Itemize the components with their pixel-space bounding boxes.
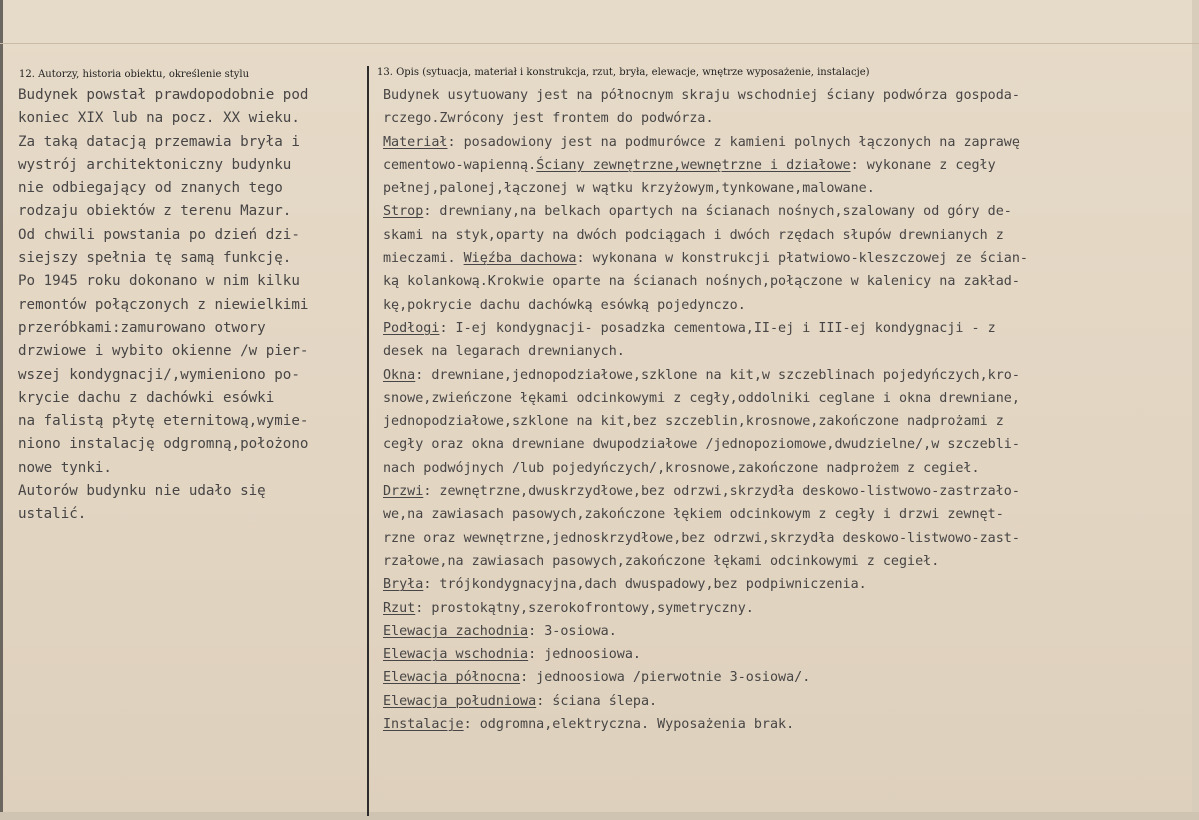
line-text: Budynek usytuowany jest na północnym skraju wschodniej ściany podwórza gospoda- — [383, 88, 1020, 103]
card-left-edge — [0, 0, 3, 820]
section-13-heading: 13. Opis (sytuacja, materiał i konstrukcja, rzut, bryła, elewacje, wnętrze wyposażenie, instalacje) — [377, 67, 870, 78]
line-text: : odgromna,elektryczna. Wyposażenia brak. — [463, 717, 795, 733]
section-label: Więźba dachowa — [463, 251, 577, 267]
line-text: rczego.Zwrócony jest frontem do podwórza. — [383, 111, 714, 127]
section-12-heading: 12. Autorzy, historia obiektu, określenie stylu — [19, 69, 250, 80]
description-text-line — [383, 643, 1183, 666]
line-text: : prostokątny,szerokofrontowy,symetryczny. — [415, 600, 754, 616]
description-text-line — [383, 457, 1183, 480]
line-text: : I-ej kondygnacji- posadzka cementowa,II-ej i III-ej kondygnacji - z — [439, 320, 996, 336]
history-text-line: koniec XIX lub na pocz. XX wieku. — [18, 110, 300, 127]
column-divider — [367, 66, 369, 816]
history-text-line: Budynek powstał prawdopodobnie pod — [18, 87, 309, 103]
section-label: Rzut — [383, 600, 416, 616]
section-label: Elewacja południowa — [383, 693, 537, 709]
history-text-line: wszej kondygnacji/,wymieniono po- — [18, 366, 300, 383]
description-text-line — [383, 131, 1183, 154]
line-text: we,na zawiasach pasowych,zakończone łękiem odcinkowym z cegły i drzwi zewnęt- — [383, 507, 1004, 523]
section-label: Instalacje — [383, 717, 464, 733]
description-text-line — [383, 154, 1183, 177]
line-text: jednopodziałowe,szklone na kit,bez szczeblin,krosnowe,zakończone nadprożami z — [383, 414, 1004, 430]
line-text: : jednoosiowa /pierwotnie 3-osiowa/. — [520, 670, 811, 686]
history-text-line: nowe tynki. — [18, 459, 112, 476]
description-text-line — [383, 433, 1183, 456]
description-text-line — [383, 200, 1183, 223]
history-text-line: niono instalację odgromną,położono — [18, 436, 309, 453]
line-text: : wykonana w konstrukcji płatwiowo-kleszczowej ze ścian- — [576, 251, 1028, 267]
description-text-line — [383, 247, 1183, 270]
description-column — [383, 84, 1183, 736]
description-text-line — [383, 620, 1183, 643]
history-text-line: ustalić. — [18, 506, 87, 523]
card-bottom-edge — [0, 812, 1199, 820]
line-text: : 3-osiowa. — [528, 623, 617, 639]
line-text: cegły oraz okna drewniane dwupodziałowe /jednopoziomowe,dwudzielne/,w szczebli- — [383, 437, 1020, 453]
line-text: : ściana ślepa. — [536, 693, 658, 709]
line-text: : drewniane,jednopodziałowe,szklone na kit,w szczeblinach pojedyńczych,kro- — [415, 367, 1020, 383]
section-label: Bryła — [383, 577, 424, 593]
history-text-line: nie odbiegający od znanych tego — [18, 180, 283, 197]
description-text-line — [383, 294, 1183, 317]
description-text-line — [383, 340, 1183, 363]
description-text-line — [383, 224, 1183, 247]
card-right-edge — [1192, 0, 1199, 820]
top-rule — [0, 43, 1199, 44]
history-column — [18, 84, 363, 527]
section-label: Podłogi — [383, 320, 440, 336]
line-text: cementowo-wapienną. — [383, 157, 537, 173]
line-text: : zewnętrzne,dwuskrzydłowe,bez odrzwi,skrzydła deskowo-listwowo-zastrzało- — [423, 484, 1020, 500]
description-text-line — [383, 550, 1183, 573]
section-label: Elewacja wschodnia — [383, 647, 529, 663]
line-text: rzałowe,na zawiasach pasowych,zakończone łękami odcinkowymi z cegieł. — [383, 553, 940, 569]
line-text: : posadowiony jest na podmurówce z kamieni polnych łączonych na zaprawę — [447, 134, 1020, 150]
line-text: : jednoosiowa. — [528, 647, 641, 663]
description-text-line — [383, 364, 1183, 387]
description-text-line — [383, 317, 1183, 340]
line-text: pełnej,palonej,łączonej w wątku krzyżowym,tynkowane,malowane. — [383, 181, 875, 197]
section-label: Elewacja północna — [383, 670, 521, 686]
line-text: skami na styk,oparty na dwóch podciągach i dwóch rzędach słupów drewnianych z — [383, 227, 1004, 243]
description-text-line — [383, 270, 1183, 293]
line-text: : drewniany,na belkach opartych na ścianach nośnych,szalowany od góry de- — [423, 204, 1012, 220]
history-text-line: Od chwili powstania po dzień dzi- — [18, 226, 300, 243]
section-label: Drzwi — [383, 484, 424, 500]
history-text-line: siejszy spełnia tę samą funkcję. — [18, 250, 292, 267]
history-text-line: remontów połączonych z niewielkimi — [18, 296, 309, 313]
description-text-line — [383, 527, 1183, 550]
section-label: Okna — [383, 367, 416, 383]
history-text-line: rodzaju obiektów z terenu Mazur. — [18, 203, 292, 220]
history-text-line: Za taką datacją przemawia bryła i — [18, 133, 300, 150]
history-text-line: krycie dachu z dachówki esówki — [18, 389, 275, 406]
description-text-line — [383, 573, 1183, 596]
description-text-line — [383, 480, 1183, 503]
description-text-line — [383, 690, 1183, 713]
history-text-line: na falistą płytę eternitową,wymie- — [18, 413, 309, 430]
section-label: Strop — [383, 204, 424, 220]
description-text-line — [383, 597, 1183, 620]
section-label: Elewacja zachodnia — [383, 623, 529, 639]
line-text: ką kolankową.Krokwie oparte na ścianach nośnych,połączone w kalenicy na zakład- — [383, 274, 1020, 290]
description-text-line — [383, 107, 1183, 130]
line-text: snowe,zwieńczone łękami odcinkowymi z cegły,oddolniki ceglane i okna drewniane, — [383, 390, 1020, 406]
line-text: nach podwójnych /lub pojedyńczych/,krosnowe,zakończone nadprożem z cegieł. — [383, 460, 980, 476]
line-text: : trójkondygnacyjna,dach dwuspadowy,bez podpiwniczenia. — [423, 577, 867, 593]
line-text: rzne oraz wewnętrzne,jednoskrzydłowe,bez odrzwi,skrzydła deskowo-listwowo-zast- — [383, 530, 1020, 546]
history-text-line: przeróbkami:zamurowano otwory — [18, 319, 266, 336]
line-text: desek na legarach drewnianych. — [383, 344, 625, 360]
description-text-line — [383, 84, 1183, 107]
line-text: kę,pokrycie dachu dachówką esówką pojedynczo. — [383, 297, 746, 313]
description-text-line — [383, 666, 1183, 689]
history-text-line: wystrój architektoniczny budynku — [18, 156, 292, 173]
line-text: : wykonane z cegły — [850, 157, 996, 173]
description-text-line — [383, 503, 1183, 526]
description-text-line — [383, 410, 1183, 433]
section-label: Ściany zewnętrzne,wewnętrzne i działowe — [536, 157, 851, 173]
history-text-line: drzwiowe i wybito okienne /w pier- — [18, 343, 309, 360]
description-text-line — [383, 177, 1183, 200]
history-text-line: Autorów budynku nie udało się — [18, 483, 266, 500]
section-label: Materiał — [383, 134, 448, 150]
history-text-line: Po 1945 roku dokonano w nim kilku — [18, 273, 300, 290]
description-text-line — [383, 387, 1183, 410]
line-text: mieczami. — [383, 251, 464, 267]
description-text-line — [383, 713, 1183, 736]
